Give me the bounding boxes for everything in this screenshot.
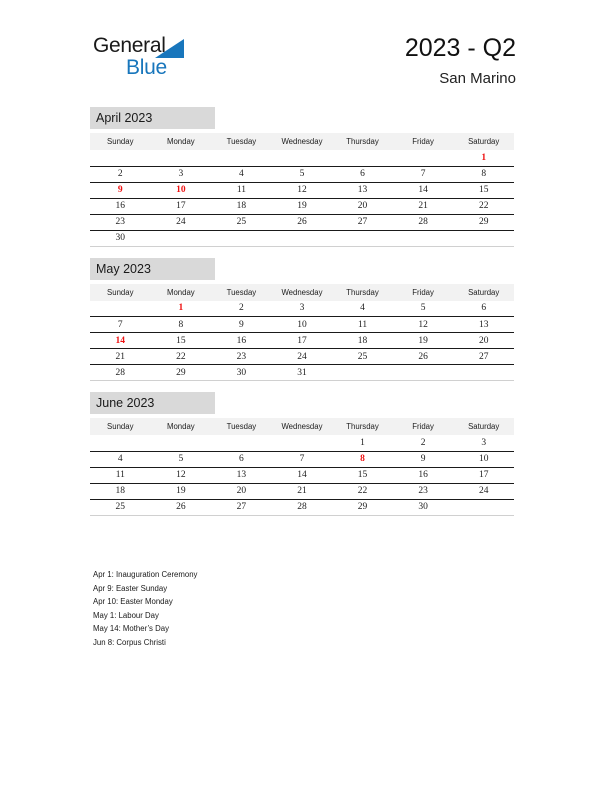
week-row — [90, 435, 514, 451]
day-cell-2[interactable]: 2 — [393, 435, 454, 451]
day-cell-21[interactable]: 21 — [393, 198, 454, 214]
day-cell-26[interactable]: 26 — [151, 499, 212, 515]
day-cell-3[interactable]: 3 — [151, 166, 212, 182]
day-cell-7[interactable]: 7 — [272, 451, 333, 467]
day-cell-8[interactable]: 8 — [332, 451, 393, 467]
weekday-header-friday: Friday — [393, 284, 454, 301]
day-cell-3[interactable]: 3 — [272, 301, 333, 317]
month-grid — [90, 418, 514, 516]
holiday-item: Apr 1: Inauguration Ceremony — [93, 570, 198, 579]
day-cell-empty — [453, 365, 514, 381]
day-cell-20[interactable]: 20 — [453, 333, 514, 349]
day-cell-9[interactable]: 9 — [90, 182, 151, 198]
week-row — [90, 333, 514, 349]
day-cell-16[interactable]: 16 — [90, 198, 151, 214]
week-row — [90, 467, 514, 483]
day-cell-10[interactable]: 10 — [453, 451, 514, 467]
day-cell-16[interactable]: 16 — [393, 467, 454, 483]
day-cell-empty — [272, 435, 333, 451]
weekday-header-saturday: Saturday — [453, 133, 514, 150]
day-cell-empty — [151, 230, 212, 246]
day-cell-13[interactable]: 13 — [332, 182, 393, 198]
day-cell-14[interactable]: 14 — [90, 333, 151, 349]
day-cell-30[interactable]: 30 — [90, 230, 151, 246]
weekday-header-tuesday: Tuesday — [211, 418, 272, 435]
brand-name-secondary: Blue — [126, 56, 167, 79]
day-cell-28[interactable]: 28 — [393, 214, 454, 230]
brand-logo[interactable] — [93, 34, 203, 82]
month-grid — [90, 284, 514, 382]
day-cell-empty — [151, 435, 212, 451]
day-cell-empty — [393, 150, 454, 166]
day-cell-8[interactable]: 8 — [151, 317, 212, 333]
day-cell-6[interactable]: 6 — [453, 301, 514, 317]
week-row — [90, 230, 514, 246]
day-cell-1[interactable]: 1 — [332, 435, 393, 451]
day-cell-14[interactable]: 14 — [393, 182, 454, 198]
page-header — [0, 0, 612, 100]
day-cell-1[interactable]: 1 — [151, 301, 212, 317]
week-row — [90, 166, 514, 182]
month-block — [90, 107, 514, 247]
day-cell-3[interactable]: 3 — [453, 435, 514, 451]
day-cell-empty — [332, 150, 393, 166]
day-cell-27[interactable]: 27 — [453, 349, 514, 365]
week-row — [90, 349, 514, 365]
day-cell-2[interactable]: 2 — [211, 301, 272, 317]
weekday-header-monday: Monday — [151, 418, 212, 435]
day-cell-6[interactable]: 6 — [332, 166, 393, 182]
week-row — [90, 150, 514, 166]
month-title: June 2023 — [90, 392, 215, 414]
day-cell-9[interactable]: 9 — [393, 451, 454, 467]
day-cell-27[interactable]: 27 — [332, 214, 393, 230]
day-cell-22[interactable]: 22 — [151, 349, 212, 365]
day-cell-empty — [211, 150, 272, 166]
day-cell-4[interactable]: 4 — [211, 166, 272, 182]
day-cell-13[interactable]: 13 — [453, 317, 514, 333]
weekday-header-row — [90, 284, 514, 301]
day-cell-21[interactable]: 21 — [272, 483, 333, 499]
holiday-item: May 14: Mother’s Day — [93, 624, 169, 634]
day-cell-20[interactable]: 20 — [332, 198, 393, 214]
day-cell-empty — [272, 230, 333, 246]
day-cell-13[interactable]: 13 — [211, 467, 272, 483]
day-cell-6[interactable]: 6 — [211, 451, 272, 467]
weekday-header-thursday: Thursday — [332, 284, 393, 301]
day-cell-empty — [453, 499, 514, 515]
day-cell-12[interactable]: 12 — [151, 467, 212, 483]
weekday-header-friday: Friday — [393, 418, 454, 435]
day-cell-14[interactable]: 14 — [272, 467, 333, 483]
day-cell-18[interactable]: 18 — [332, 333, 393, 349]
day-cell-20[interactable]: 20 — [211, 483, 272, 499]
day-cell-16[interactable]: 16 — [211, 333, 272, 349]
week-row — [90, 301, 514, 317]
holiday-list — [93, 568, 393, 650]
page-title: 2023 - Q2 — [404, 34, 516, 62]
day-cell-29[interactable]: 29 — [332, 499, 393, 515]
day-cell-19[interactable]: 19 — [272, 198, 333, 214]
day-cell-5[interactable]: 5 — [151, 451, 212, 467]
day-cell-15[interactable]: 15 — [332, 467, 393, 483]
day-cell-9[interactable]: 9 — [211, 317, 272, 333]
weekday-header-tuesday: Tuesday — [211, 284, 272, 301]
day-cell-24[interactable]: 24 — [453, 483, 514, 499]
weekday-header-monday: Monday — [151, 133, 212, 150]
day-cell-28[interactable]: 28 — [90, 365, 151, 381]
day-cell-25[interactable]: 25 — [211, 214, 272, 230]
day-cell-18[interactable]: 18 — [90, 483, 151, 499]
day-cell-7[interactable]: 7 — [393, 166, 454, 182]
month-block — [90, 392, 514, 516]
day-cell-10[interactable]: 10 — [151, 182, 212, 198]
month-title: April 2023 — [90, 107, 215, 129]
week-row — [90, 365, 514, 381]
weekday-header-thursday: Thursday — [332, 133, 393, 150]
day-cell-empty — [332, 230, 393, 246]
day-cell-19[interactable]: 19 — [151, 483, 212, 499]
day-cell-25[interactable]: 25 — [332, 349, 393, 365]
day-cell-empty — [211, 230, 272, 246]
day-cell-22[interactable]: 22 — [453, 198, 514, 214]
holiday-item: Apr 9: Easter Sunday — [93, 583, 168, 593]
day-cell-5[interactable]: 5 — [393, 301, 454, 317]
day-cell-11[interactable]: 11 — [90, 467, 151, 483]
weekday-header-wednesday: Wednesday — [272, 133, 333, 150]
day-cell-15[interactable]: 15 — [151, 333, 212, 349]
day-cell-7[interactable]: 7 — [90, 317, 151, 333]
day-cell-10[interactable]: 10 — [272, 317, 333, 333]
day-cell-12[interactable]: 12 — [393, 317, 454, 333]
week-row — [90, 198, 514, 214]
brand-name-primary: General — [93, 34, 166, 57]
day-cell-empty — [393, 365, 454, 381]
month-title: May 2023 — [90, 258, 215, 280]
day-cell-4[interactable]: 4 — [332, 301, 393, 317]
day-cell-empty — [332, 365, 393, 381]
holiday-item: Apr 10: Easter Monday — [93, 597, 173, 607]
day-cell-1[interactable]: 1 — [453, 150, 514, 166]
weekday-header-wednesday: Wednesday — [272, 284, 333, 301]
day-cell-27[interactable]: 27 — [211, 499, 272, 515]
day-cell-empty — [393, 230, 454, 246]
week-row — [90, 182, 514, 198]
weekday-header-saturday: Saturday — [453, 284, 514, 301]
weekday-header-sunday: Sunday — [90, 418, 151, 435]
day-cell-25[interactable]: 25 — [90, 499, 151, 515]
day-cell-21[interactable]: 21 — [90, 349, 151, 365]
weekday-header-friday: Friday — [393, 133, 454, 150]
weekday-header-row — [90, 133, 514, 150]
holiday-item: May 1: Labour Day — [93, 610, 159, 620]
day-cell-22[interactable]: 22 — [332, 483, 393, 499]
week-row — [90, 317, 514, 333]
day-cell-18[interactable]: 18 — [211, 198, 272, 214]
day-cell-empty — [90, 301, 151, 317]
day-cell-empty — [272, 150, 333, 166]
holiday-item: Jun 8: Corpus Christi — [93, 637, 166, 647]
day-cell-empty — [151, 150, 212, 166]
day-cell-17[interactable]: 17 — [151, 198, 212, 214]
day-cell-29[interactable]: 29 — [151, 365, 212, 381]
day-cell-30[interactable]: 30 — [211, 365, 272, 381]
day-cell-24[interactable]: 24 — [151, 214, 212, 230]
month-grid — [90, 133, 514, 247]
weekday-header-row — [90, 418, 514, 435]
day-cell-17[interactable]: 17 — [272, 333, 333, 349]
day-cell-23[interactable]: 23 — [211, 349, 272, 365]
day-cell-19[interactable]: 19 — [393, 333, 454, 349]
day-cell-5[interactable]: 5 — [272, 166, 333, 182]
day-cell-26[interactable]: 26 — [393, 349, 454, 365]
weekday-header-sunday: Sunday — [90, 284, 151, 301]
weekday-header-thursday: Thursday — [332, 418, 393, 435]
page-subtitle: San Marino — [439, 70, 516, 87]
day-cell-29[interactable]: 29 — [453, 214, 514, 230]
day-cell-11[interactable]: 11 — [211, 182, 272, 198]
weekday-header-saturday: Saturday — [453, 418, 514, 435]
week-row — [90, 214, 514, 230]
day-cell-28[interactable]: 28 — [272, 499, 333, 515]
day-cell-4[interactable]: 4 — [90, 451, 151, 467]
day-cell-30[interactable]: 30 — [393, 499, 454, 515]
weekday-header-monday: Monday — [151, 284, 212, 301]
week-row — [90, 451, 514, 467]
day-cell-empty — [211, 435, 272, 451]
day-cell-17[interactable]: 17 — [453, 467, 514, 483]
day-cell-11[interactable]: 11 — [332, 317, 393, 333]
day-cell-empty — [90, 435, 151, 451]
day-cell-26[interactable]: 26 — [272, 214, 333, 230]
day-cell-empty — [453, 230, 514, 246]
day-cell-15[interactable]: 15 — [453, 182, 514, 198]
day-cell-2[interactable]: 2 — [90, 166, 151, 182]
day-cell-31[interactable]: 31 — [272, 365, 333, 381]
day-cell-23[interactable]: 23 — [393, 483, 454, 499]
months-container — [90, 107, 514, 527]
month-block — [90, 258, 514, 382]
weekday-header-tuesday: Tuesday — [211, 133, 272, 150]
day-cell-empty — [90, 150, 151, 166]
day-cell-12[interactable]: 12 — [272, 182, 333, 198]
day-cell-8[interactable]: 8 — [453, 166, 514, 182]
week-row — [90, 483, 514, 499]
title-block — [405, 33, 516, 90]
weekday-header-sunday: Sunday — [90, 133, 151, 150]
day-cell-23[interactable]: 23 — [90, 214, 151, 230]
day-cell-24[interactable]: 24 — [272, 349, 333, 365]
weekday-header-wednesday: Wednesday — [272, 418, 333, 435]
week-row — [90, 499, 514, 515]
